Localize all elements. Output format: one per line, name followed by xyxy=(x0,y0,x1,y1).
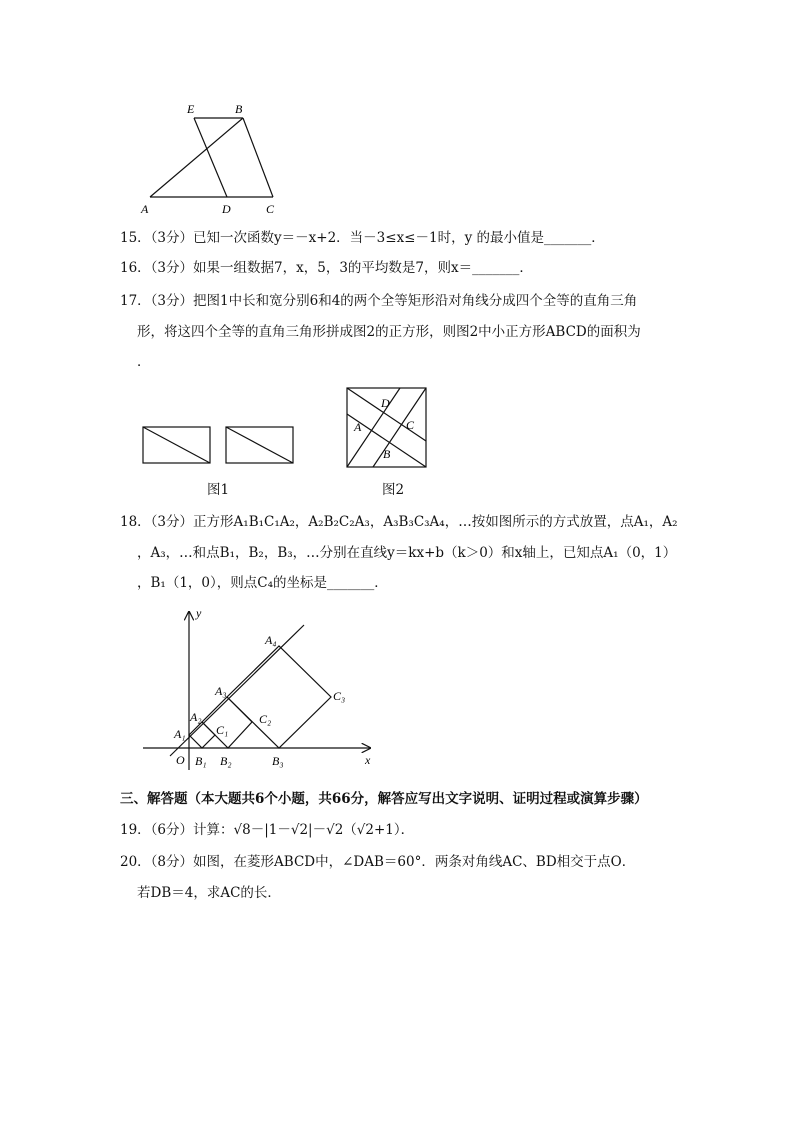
label-a: A xyxy=(141,202,149,216)
q16-end: ． xyxy=(519,260,533,276)
q18-blank: _______ xyxy=(327,575,375,591)
q15-text: 已知一次函数y＝－x+2．当－3≤x≤－1时，y 的最小值是 xyxy=(193,230,545,246)
question-19 xyxy=(120,821,414,839)
label-c2: C₂ xyxy=(259,712,272,726)
q17-number: 17．（3分） xyxy=(120,293,194,309)
q18-line2: ，A₃，…和点B₁，B₂，B₃，…分别在直线y＝kx+b（k＞0）和x轴上，已知点A₁（0，1） xyxy=(137,545,677,561)
axis-y-label: y xyxy=(196,606,202,620)
q20-line1: 如图，在菱形ABCD中，∠DAB＝60°．两条对角线AC、BD相交于点O． xyxy=(193,854,636,870)
label-b: B xyxy=(235,102,243,116)
q20-line2: 若DB＝4，求AC的长． xyxy=(137,885,281,901)
origin-label: O xyxy=(176,753,185,767)
label-c3: C₃ xyxy=(333,689,346,703)
q16-blank: _______ xyxy=(472,260,520,276)
q16-number: 16．（3分） xyxy=(120,260,194,276)
label-b3: B₃ xyxy=(272,754,284,768)
q15-end: ． xyxy=(591,230,605,246)
label-c: C xyxy=(266,202,275,216)
q20-number: 20．（8分） xyxy=(120,854,194,870)
label-e: E xyxy=(187,102,195,116)
q15-blank: _______ xyxy=(544,230,592,246)
q18-number: 18．（3分） xyxy=(120,514,194,530)
q16-text: 如果一组数据7，x，5，3的平均数是7，则x＝ xyxy=(193,260,473,276)
fig2-label-c: C xyxy=(406,418,415,432)
q18-line1: 正方形A₁B₁C₁A₂，A₂B₂C₂A₃，A₃B₃C₃A₄，…按如图所示的方式放置，点A₁，A₂ xyxy=(193,514,678,530)
q19-number: 19．（6分） xyxy=(120,822,194,838)
q17-line3: ． xyxy=(137,354,151,370)
label-b2: B₂ xyxy=(220,754,232,768)
label-a3: A₃ xyxy=(215,684,227,698)
fig2-label-d: D xyxy=(381,396,390,410)
q17-line1: 把图1中长和宽分别6和4的两个全等矩形沿对角线分成四个全等的直角三角 xyxy=(193,293,638,309)
fig2-caption: 图2 xyxy=(382,482,405,498)
label-a2: A₂ xyxy=(190,710,202,724)
label-b1: B₁ xyxy=(195,754,207,768)
label-c1: C₁ xyxy=(216,723,229,737)
label-a1: A₁ xyxy=(174,727,186,741)
label-d: D xyxy=(222,202,231,216)
fig2-label-a: A xyxy=(354,420,362,434)
question-20-line1 xyxy=(120,853,635,871)
q15-number: 15．（3分） xyxy=(120,230,194,246)
label-a4: A₄ xyxy=(265,633,277,647)
fig1-caption: 图1 xyxy=(207,482,230,498)
q17-line2: 形，将这四个全等的直角三角形拼成图2的正方形，则图2中小正方形ABCD的面积为 xyxy=(137,324,641,340)
q19-text: 计算：√8－|1－√2|－√2（√2+1）． xyxy=(193,822,415,838)
q18-end: ． xyxy=(374,575,388,591)
axis-x-label: x xyxy=(365,753,371,767)
q18-line3: ，B₁（1，0），则点C₄的坐标是 xyxy=(137,575,328,591)
fig2-label-b: B xyxy=(383,447,391,461)
section-3-title: 三、解答题（本大题共6个小题，共66分，解答应写出文字说明、证明过程或演算步骤） xyxy=(120,791,648,807)
